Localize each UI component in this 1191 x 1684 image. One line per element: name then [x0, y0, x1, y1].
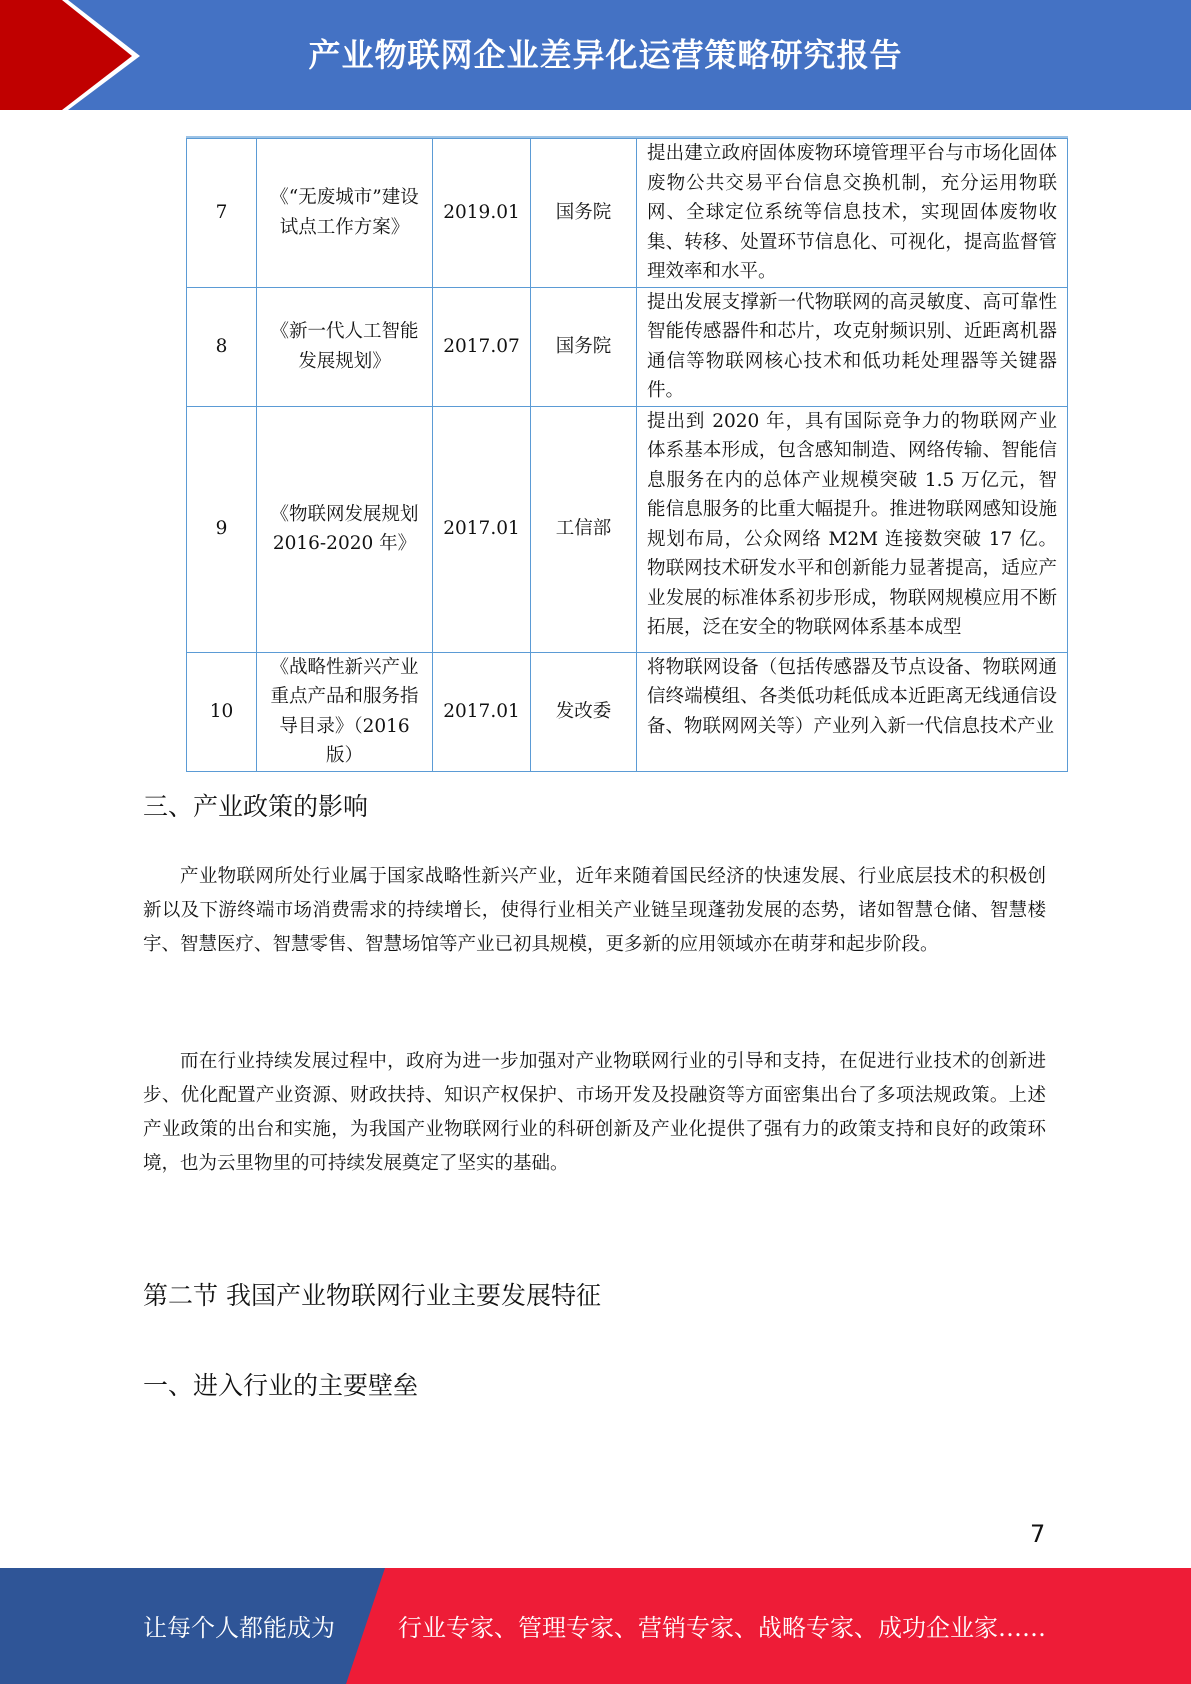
footer-slogan-right: 行业专家、管理专家、营销专家、战略专家、成功企业家…… [398, 1614, 1046, 1642]
page-footer [0, 1568, 1191, 1684]
row-number: 10 [187, 652, 257, 771]
policy-description: 将物联网设备（包括传感器及节点设备、物联网通信终端模组、各类低功耗低成本近距离无线通信设备、物联网网关等）产业列入新一代信息技术产业 [637, 652, 1068, 771]
policy-table [186, 138, 1068, 772]
page-header [0, 0, 1191, 110]
policy-date: 2019.01 [433, 139, 531, 288]
row-number: 8 [187, 287, 257, 406]
section-heading: 三、产业政策的影响 [143, 792, 369, 821]
page-number: 7 [1030, 1520, 1046, 1548]
policy-description: 提出到 2020 年，具有国际竞争力的物联网产业体系基本形成，包含感知制造、网络传输、智能信息服务在内的总体产业规模突破 1.5 万亿元，智能信息服务的比重大幅提升。推进物联网感知设施规划布局，公众网络 M2M 连接数突破 17 亿。物联网技术研发水平和创新能力显著提高，适应产业发展的标准体系初步形成，物联网规模应用不断拓展，泛在安全的物联网体系基本成型 [637, 406, 1068, 652]
policy-date: 2017.07 [433, 287, 531, 406]
policy-department: 国务院 [531, 139, 637, 288]
table-row [187, 406, 1068, 652]
policy-name: 《战略性新兴产业重点产品和服务指导目录》（2016 版） [257, 652, 433, 771]
chapter-heading: 第二节 我国产业物联网行业主要发展特征 [143, 1281, 601, 1310]
policy-department: 工信部 [531, 406, 637, 652]
policy-name: 《“无废城市”建设试点工作方案》 [257, 139, 433, 288]
policy-name: 《物联网发展规划 2016-2020 年》 [257, 406, 433, 652]
row-number: 7 [187, 139, 257, 288]
policy-date: 2017.01 [433, 652, 531, 771]
row-number: 9 [187, 406, 257, 652]
policy-date: 2017.01 [433, 406, 531, 652]
table-row [187, 652, 1068, 771]
footer-slogan-left: 让每个人都能成为 [143, 1614, 335, 1642]
table-row [187, 139, 1068, 288]
policy-description: 提出发展支撑新一代物联网的高灵敏度、高可靠性智能传感器件和芯片，攻克射频识别、近距离机器通信等物联网核心技术和低功耗处理器等关键器件。 [637, 287, 1068, 406]
policy-description: 提出建立政府固体废物环境管理平台与市场化固体废物公共交易平台信息交换机制，充分运用物联网、全球定位系统等信息技术，实现固体废物收集、转移、处置环节信息化、可视化，提高监督管理效率和水平。 [637, 139, 1068, 288]
policy-department: 国务院 [531, 287, 637, 406]
section-heading: 一、进入行业的主要壁垒 [143, 1371, 419, 1400]
report-title: 产业物联网企业差异化运营策略研究报告 [308, 36, 903, 74]
paragraph: 而在行业持续发展过程中，政府为进一步加强对产业物联网行业的引导和支持，在促进行业技术的创新进步、优化配置产业资源、财政扶持、知识产权保护、市场开发及投融资等方面密集出台了多项法规政策。上述产业政策的出台和实施，为我国产业物联网行业的科研创新及产业化提供了强有力的政策支持和良好的政策环境，也为云里物里的可持续发展奠定了坚实的基础。 [143, 1051, 1046, 1174]
table-row [187, 287, 1068, 406]
paragraph: 产业物联网所处行业属于国家战略性新兴产业，近年来随着国民经济的快速发展、行业底层技术的积极创新以及下游终端市场消费需求的持续增长，使得行业相关产业链呈现蓬勃发展的态势，诸如智慧仓储、智慧楼宇、智慧医疗、智慧零售、智慧场馆等产业已初具规模，更多新的应用领域亦在萌芽和起步阶段。 [143, 866, 1046, 955]
policy-department: 发改委 [531, 652, 637, 771]
policy-name: 《新一代人工智能发展规划》 [257, 287, 433, 406]
